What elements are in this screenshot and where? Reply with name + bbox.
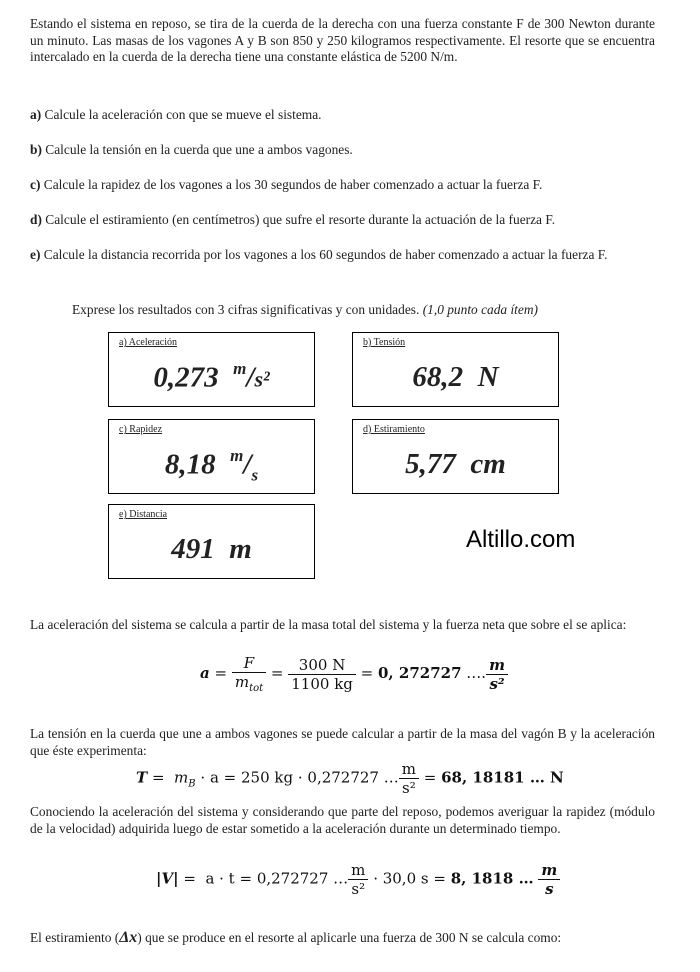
- instructions: Exprese los resultados con 3 cifras significativas y con unidades. (1,0 punto cada ítem): [72, 302, 538, 317]
- question-b: b) Calcule la tensión en la cuerda que une a ambos vagones.: [30, 142, 353, 157]
- equation-tension: $T = m_B \cdot a = 250$ kg · 0,272727 … $\frac{m}{\text{s²}}$ = 68, 18181 … N: [136, 760, 564, 797]
- question-a: a) Calcule la aceleración con que se mueve el sistema.: [30, 107, 322, 122]
- answer-value: 8,18 $^m/_s$: [164, 446, 259, 485]
- explanation-speed: Conociendo la aceleración del sistema y considerando que parte del reposo, podemos averiguar la rapidez (módulo de la velocidad) adquirida luego de estar sometido a la aceleración durante un determinado tiempo.: [30, 804, 655, 836]
- explanation-tension: La tensión en la cuerda que une a ambos vagones se puede calcular a partir de la masa del vagón B y la aceleración que éste experimenta:: [30, 726, 655, 758]
- answer-box-tension: b) Tensión 68,2 N: [352, 332, 559, 407]
- question-d: d) Calcule el estiramiento (en centímetros) que sufre el resorte durante la actuación de la fuerza F.: [30, 212, 556, 227]
- answer-value: 68,2 N: [412, 361, 499, 393]
- answer-value: 0,273 $^m$/s²: [153, 359, 270, 394]
- question-e: e) Calcule la distancia recorrida por los vagones a los 60 segundos de haber comenzado a actuar la fuerza F.: [30, 247, 608, 262]
- answer-value: 5,77 cm: [405, 448, 506, 480]
- explanation-stretch: El estiramiento (Δx) que se produce en el resorte al aplicarle una fuerza de 300 N se calcula como:: [30, 929, 562, 946]
- equation-speed: |V| = a · t = 0,272727 … $\frac{m}{\text{s²}}$ · 30,0 s = 8, 1818 … $\frac{m}{s}$: [156, 861, 560, 898]
- answer-box-distance: e) Distancia 491 m: [108, 504, 315, 579]
- intro-paragraph: Estando el sistema en reposo, se tira de la cuerda de la derecha con una fuerza constante F de 300 Newton durante un minuto. Las masas de los vagones A y B son 850 y 250 kilogramos respectivamente. El resorte que se encuentra intercalado en la cuerda de la derecha tiene una constante elástica de 5200 N/m.: [30, 16, 655, 64]
- answer-box-acceleration: a) Aceleración 0,273 $^m$/s²: [108, 332, 315, 407]
- answer-box-speed: c) Rapidez 8,18 $^m/_s$: [108, 419, 315, 494]
- explanation-acceleration: La aceleración del sistema se calcula a partir de la masa total del sistema y la fuerza neta que sobre el se aplica:: [30, 617, 627, 632]
- answer-box-stretch: d) Estiramiento 5,77 cm: [352, 419, 559, 494]
- answer-value: 491 m: [171, 533, 252, 565]
- brand-watermark: Altillo.com: [466, 526, 576, 553]
- equation-acceleration: a = $\frac{F}{m_{tot}}$ = $\frac{300 N}{1100 kg}$ = 0, 272727 …. $\frac{m}{\text{s²}}$: [200, 654, 508, 694]
- question-c: c) Calcule la rapidez de los vagones a los 30 segundos de haber comenzado a actuar la fuerza F.: [30, 177, 543, 192]
